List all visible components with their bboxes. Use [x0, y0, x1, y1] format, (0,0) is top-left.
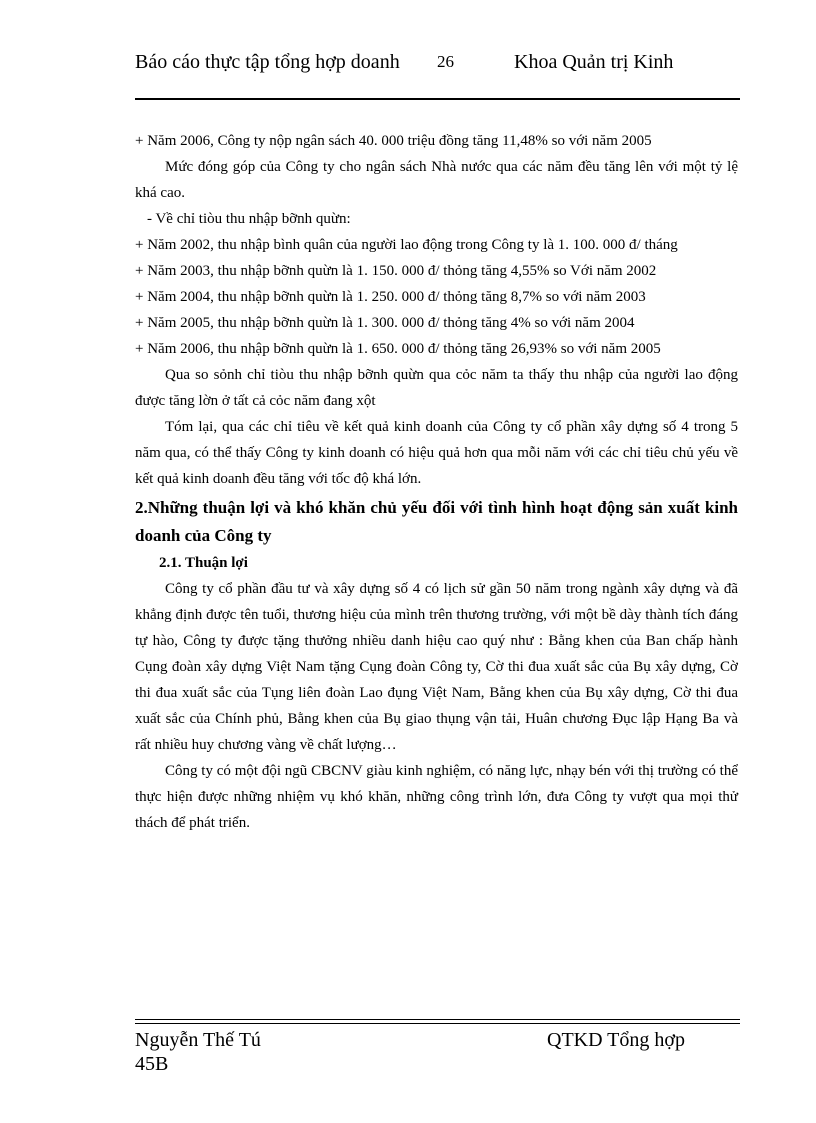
page-header [135, 50, 740, 100]
subsection-heading: 2.1. Thuận lợi [159, 555, 248, 571]
header-faculty: Khoa Quản trị Kinh [514, 51, 674, 73]
footer-author: Nguyễn Thế Tú 45B [135, 1029, 261, 1075]
page-footer [135, 1028, 740, 1088]
paragraph-income-2005: + Năm 2005, thu nhập bỡnh quừn là 1. 300. 000 đ/ thỏng tăng 4% so với năm 2004 [135, 315, 635, 331]
section-heading: 2.Những thuận lợi và khó khăn chủ yếu đối với tình hình hoạt động sản xuất kinh doanh của Công ty [135, 498, 738, 545]
paragraph-income-2003: + Năm 2003, thu nhập bỡnh quừn là 1. 150. 000 đ/ thỏng tăng 4,55% so Với năm 2002 [135, 263, 657, 279]
paragraph-income-2004: + Năm 2004, thu nhập bỡnh quừn là 1. 250. 000 đ/ thỏng tăng 8,7% so với năm 2003 [135, 289, 646, 305]
page-number: 26 [437, 52, 454, 71]
paragraph-budget-2006: + Năm 2006, Công ty nộp ngân sách 40. 000 triệu đồng tăng 11,48% so với năm 2005 [135, 133, 652, 149]
paragraph-income-intro: - Về chỉ tiòu thu nhập bỡnh quừn: [147, 211, 351, 227]
paragraph-budget-contribution: Mức đóng góp của Công ty cho ngân sách Nhà nước qua các năm đều tăng lên với một tỷ lệ khá cao. [135, 159, 738, 201]
footer-divider-top [135, 1019, 740, 1020]
paragraph-income-2002: + Năm 2002, thu nhập bình quân của người lao động trong Công ty là 1. 100. 000 đ/ tháng [135, 237, 678, 253]
paragraph-income-2006: + Năm 2006, thu nhập bỡnh quừn là 1. 650. 000 đ/ thỏng tăng 26,93% so với năm 2005 [135, 341, 661, 357]
footer-divider-bottom [135, 1023, 740, 1024]
document-body [135, 128, 738, 836]
paragraph-income-comparison: Qua so sỏnh chỉ tiòu thu nhập bỡnh quừn qua cỏc năm ta thấy thu nhập của người lao động được tăng lờn ở tất cả cỏc năm đang xột [135, 367, 738, 409]
footer-program: QTKD Tổng hợp [547, 1029, 685, 1051]
paragraph-summary: Tóm lại, qua các chỉ tiêu về kết quả kinh doanh của Công ty cổ phần xây dựng số 4 trong 5 năm qua, có thể thấy Công ty kinh doanh có hiệu quả hơn qua mỗi năm với các chỉ tiêu chủ yếu về kết quả kinh doanh đều tăng với tốc độ khá lớn. [135, 419, 738, 487]
paragraph-advantages-history: Công ty cổ phần đầu tư và xây dựng số 4 có lịch sử gần 50 năm trong ngành xây dựng và đã khẳng định được tên tuổi, thương hiệu của mình trên thương trường, với một bề dày thành tích đáng tự hào, Công ty được tặng thưởng nhiều danh hiệu cao quý như : Bằng khen của Ban chấp hành Cụng đoàn xây dựng Việt Nam tặng Cụng đoàn Công ty, Cờ thi đua xuất sắc của Bụ xây dựng, Cờ thi đua xuất sắc của Tụng liên đoàn Lao đụng Việt Nam, Bằng khen của Bụ xây dựng, Cờ thi đua xuất sắc của Chính phủ, Bằng khen của Bụ giao thụng vận tải, Huân chương Đục lập Hạng Ba và rất nhiều huy chương vàng về chất lượng… [135, 581, 738, 753]
paragraph-advantages-staff: Công ty có một đội ngũ CBCNV giàu kinh nghiệm, có năng lực, nhạy bén với thị trường có thể thực hiện được những nhiệm vụ khó khăn, những công trình lớn, đưa Công ty vượt qua mọi thử thách để phát triển. [135, 763, 738, 831]
header-report-title: Báo cáo thực tập tổng hợp doanh [135, 51, 400, 73]
header-divider [135, 98, 740, 100]
